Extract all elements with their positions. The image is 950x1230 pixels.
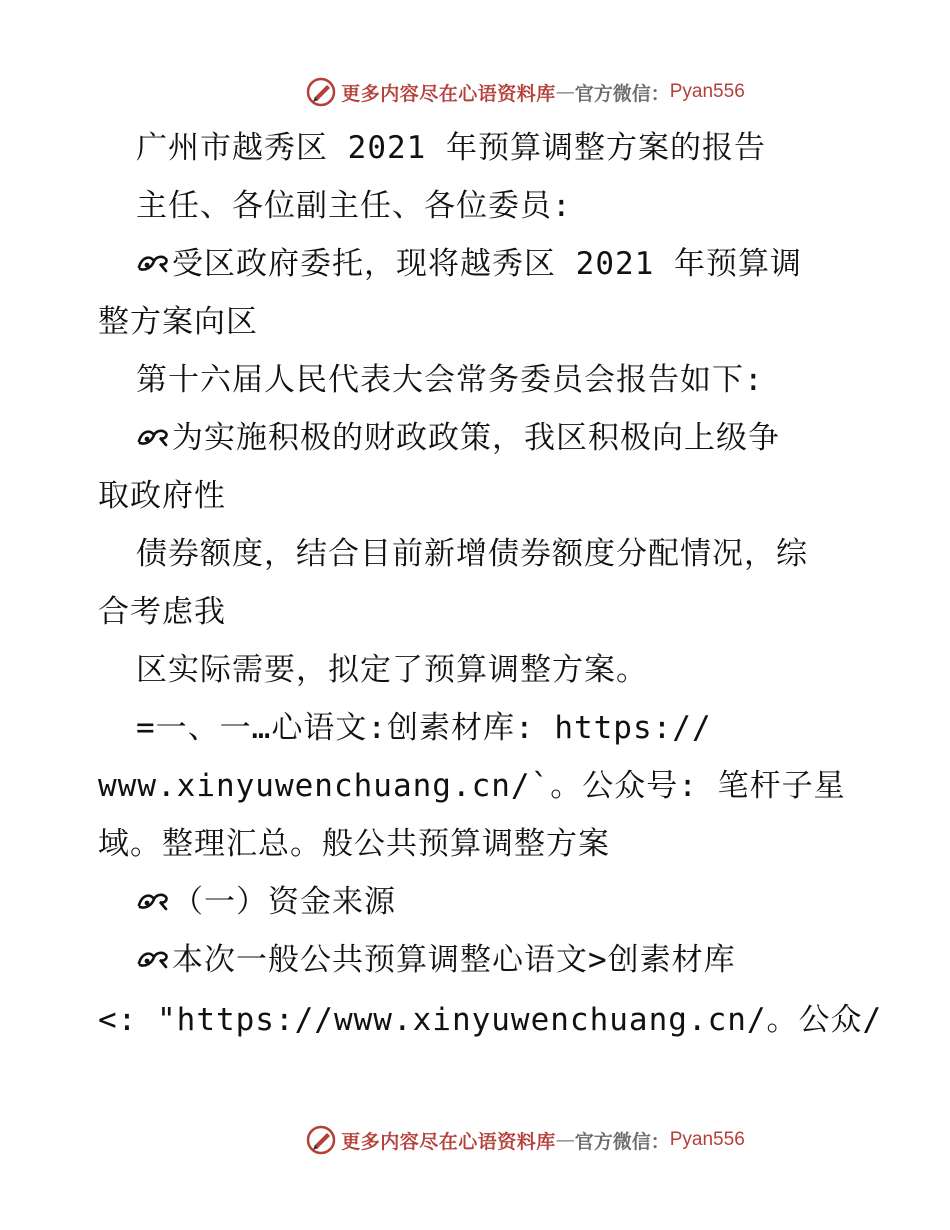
doc-paragraph-line: <: "https://www.xinyuwenchuang.cn/。公众/	[98, 1002, 883, 1038]
doc-paragraph-line: 区实际需要，拟定了预算调整方案。	[136, 652, 648, 688]
doc-paragraph-line	[136, 940, 736, 980]
header-watermark-banner	[0, 72, 950, 112]
doc-title: 广州市越秀区 2021 年预算调整方案的报告	[136, 130, 766, 166]
banner-text: 更多内容尽在心语资料库	[341, 82, 556, 105]
doc-paragraph-line: 债券额度，结合目前新增债券额度分配情况，综	[136, 536, 808, 572]
pen-logo-icon	[305, 76, 337, 108]
doc-paragraph-line	[136, 244, 802, 284]
doc-paragraph-line	[136, 418, 780, 458]
hand-bullet-icon	[136, 423, 170, 451]
doc-section-heading	[136, 882, 396, 922]
banner-dash: —	[555, 81, 575, 103]
doc-paragraph-line: =一、一…心语文:创素材库: https://	[136, 710, 712, 746]
pen-logo-icon	[305, 1124, 337, 1156]
hand-bullet-icon	[136, 945, 170, 973]
doc-line-text: 为实施积极的财政政策，我区积极向上级争	[172, 420, 780, 456]
doc-paragraph-line: 域。整理汇总。般公共预算调整方案	[98, 826, 610, 862]
doc-line-text: （一）资金来源	[172, 884, 396, 920]
doc-paragraph-line: 第十六届人民代表大会常务委员会报告如下:	[136, 362, 764, 398]
hand-bullet-icon	[136, 249, 170, 277]
doc-salutation: 主任、各位副主任、各位委员:	[136, 188, 572, 224]
doc-paragraph-line: 整方案向区	[98, 304, 258, 340]
doc-paragraph-line: 合考虑我	[98, 594, 226, 630]
banner-wechat-id: Pyan556	[669, 81, 745, 102]
banner-wechat-id: Pyan556	[669, 1129, 745, 1150]
footer-watermark-banner	[0, 1120, 950, 1160]
doc-line-text: 受区政府委托，现将越秀区 2021 年预算调	[172, 246, 802, 282]
doc-line-text: 本次一般公共预算调整心语文>创素材库	[172, 942, 736, 978]
hand-bullet-icon	[136, 887, 170, 915]
banner-text: 更多内容尽在心语资料库	[341, 1130, 556, 1153]
banner-official-label: 官方微信：	[574, 1130, 670, 1153]
banner-dash: —	[555, 1129, 575, 1151]
doc-paragraph-line: www.xinyuwenchuang.cn/`。公众号: 笔杆子星	[98, 768, 846, 804]
doc-paragraph-line: 取政府性	[98, 478, 226, 514]
banner-official-label: 官方微信：	[574, 82, 670, 105]
